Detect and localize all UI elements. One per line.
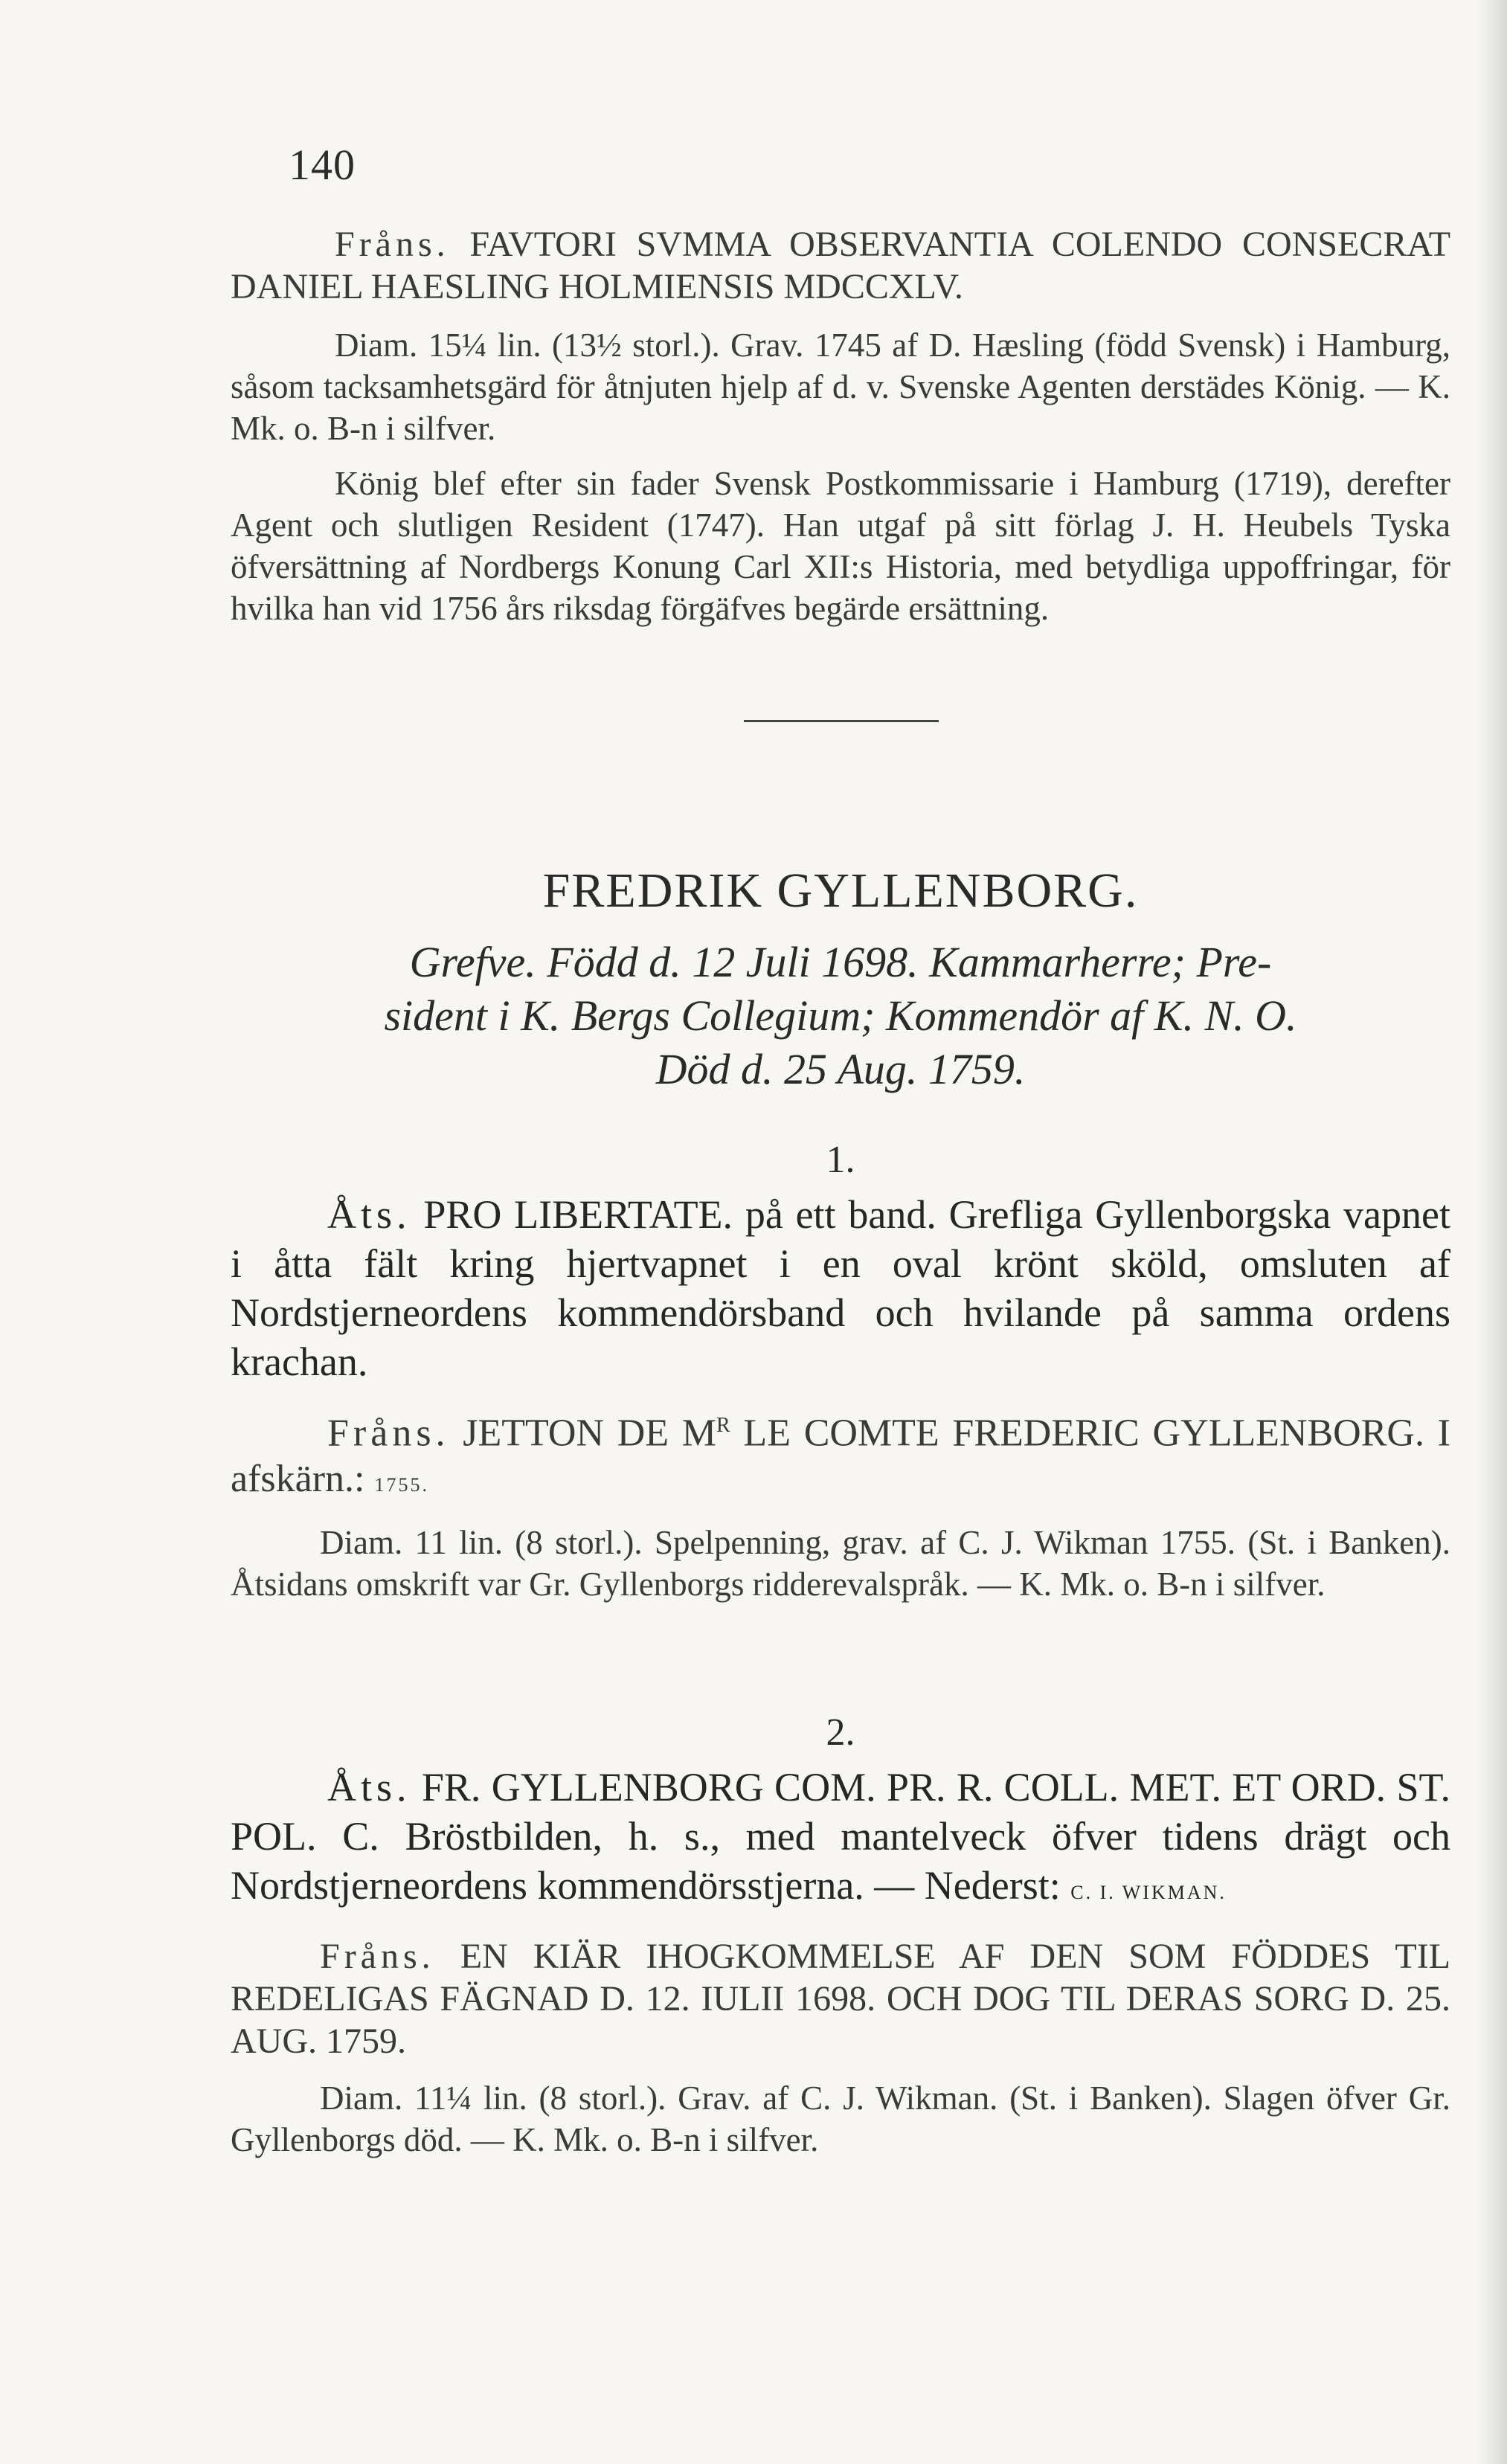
medal-1-frans <box>231 1403 1450 1508</box>
page-edge-shadow <box>1477 0 1507 2464</box>
medal-1-ats <box>231 1190 1450 1386</box>
entry-1-bio: König blef efter sin fader Svensk Postkommissarie i Hamburg (1719), derefter Agent och slutligen Resident (1747). Han utgaf på sitt förlag J. H. Heubels Tyska öfversättning af Nordbergs Konung Carl XII:s Historia, med betydliga uppoffringar, för hvilka han vid 1756 års riksdag förgäfves begärde ersättning. <box>231 465 1450 627</box>
ats-description: PRO LIBERTATE. på ett band. Grefliga Gyllenborgska vapnet i åtta fält kring hjertvapnet i en oval krönt sköld, omsluten af Nordstjerneordens kommendörsband och hvilande på samma ordens krachan. <box>231 1192 1450 1384</box>
frans-label: Fråns. <box>327 1412 450 1455</box>
medal-2-details: Diam. 11¼ lin. (8 storl.). Grav. af C. J. Wikman. (St. i Banken). Slagen öfver Gr. Gyllenborgs död. — K. Mk. o. B-n i silfver. <box>231 2079 1450 2158</box>
page-number: 140 <box>289 141 356 189</box>
frans-label: Fråns. <box>320 1937 435 1976</box>
section-divider <box>744 720 939 722</box>
entry-1 <box>231 223 1450 629</box>
person-line-3: Död d. 25 Aug. 1759. <box>655 1045 1026 1093</box>
medal-1-details: Diam. 11 lin. (8 storl.). Spelpenning, grav. af C. J. Wikman 1755. (St. i Banken). Åtsidans omskrift var Gr. Gyllenborgs ridderevalspråk. — K. Mk. o. B-n i silfver. <box>231 1524 1450 1603</box>
medal-2-frans <box>231 1935 1450 2062</box>
entry-1-details: Diam. 15¼ lin. (13½ storl.). Grav. 1745 af D. Hæsling (född Svensk) i Hamburg, såsom tacksamhetsgärd för åtnjuten hjelp af d. v. Svenske Agenten derstädes König. — K. Mk. o. B-n i silfver. <box>231 327 1450 447</box>
frans-inscription: EN KIÄR IHOGKOMMELSE AF DEN SOM FÖDDES TIL REDELIGAS FÄGNAD D. 12. IULII 1698. OCH DOG TIL DERAS SORG D. 25. AUG. 1759. <box>231 1937 1450 2061</box>
frans-exergue: 1755. <box>374 1474 429 1496</box>
frans-inscription-b: LE COMTE FREDERIC GYLLENBORG. I afskärn.: <box>231 1412 1450 1501</box>
medal-2 <box>231 1763 1450 2161</box>
person-line-1: Grefve. Född d. 12 Juli 1698. Kammarherre; Pre- <box>409 938 1272 986</box>
section-heading: FREDRIK GYLLENBORG. <box>542 863 1139 918</box>
ats-description: FR. GYLLENBORG COM. PR. R. COLL. MET. ET ORD. ST. POL. C. Bröstbilden, h. s., med mantelveck öfver tidens drägt och Nordstjerneordens kommendörsstjerna. — Nederst: <box>231 1765 1450 1908</box>
ats-label: Åts. <box>327 1192 411 1237</box>
person-description <box>268 936 1413 1096</box>
person-line-2: sident i K. Bergs Collegium; Kommendör af K. N. O. <box>384 991 1297 1040</box>
engraver-signature: C. I. WIKMAN. <box>1070 1882 1227 1903</box>
medal-1-number: 1. <box>826 1139 855 1181</box>
medal-2-number: 2. <box>826 1711 855 1754</box>
frans-superscript: R <box>716 1414 730 1437</box>
medal-1 <box>231 1190 1450 1605</box>
frans-inscription: FAVTORI SVMMA OBSERVANTIA COLENDO CONSECRAT DANIEL HAESLING HOLMIENSIS MDCCXLV. <box>231 225 1451 306</box>
ats-label: Åts. <box>327 1765 411 1810</box>
medal-2-ats <box>231 1763 1450 1917</box>
entry-1-frans <box>231 223 1450 308</box>
frans-inscription-a: JETTON DE M <box>463 1412 717 1455</box>
frans-label: Fråns. <box>335 225 450 264</box>
